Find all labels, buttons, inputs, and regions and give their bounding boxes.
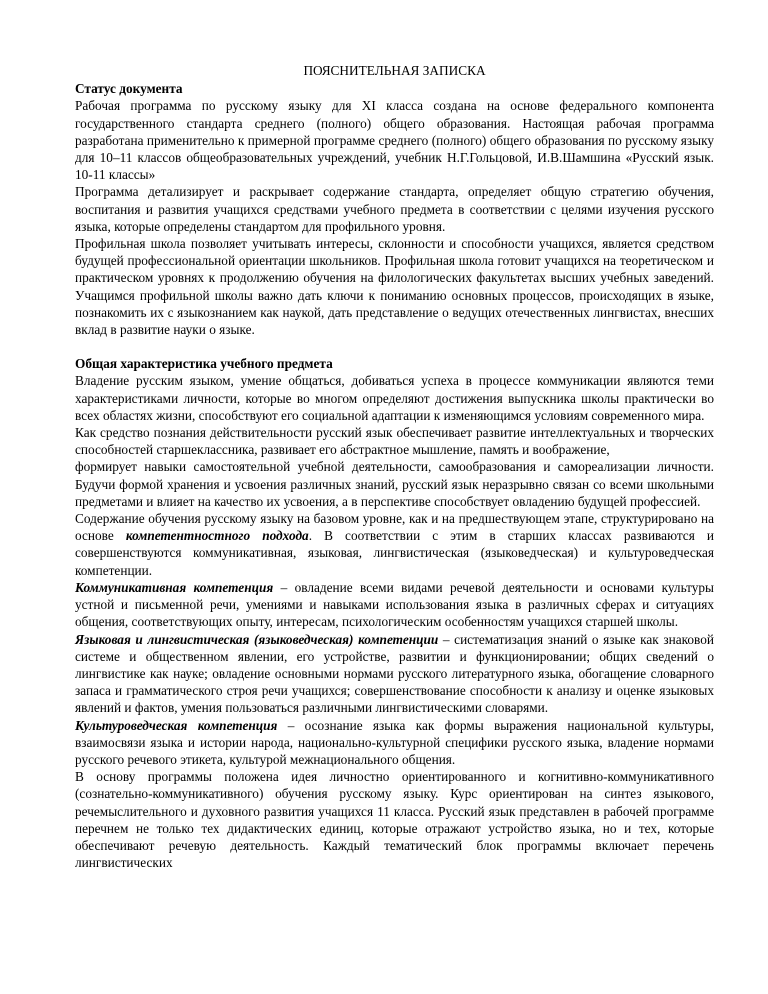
paragraph-text: – систематизация знаний о языке как знаковой системе и общественном явлении, его устройстве, развитии и функционировании; общих сведений о лингвистике как науке; овладение основными нормами русского литературного языка, обогащение словарного запаса и грамматического строя речи учащихся; совершенствование способности к анализу и оценке языковых явлений и фактов, умения пользоваться различными лингвистическими словарями. (75, 631, 714, 716)
paragraph (75, 631, 714, 717)
paragraph (75, 579, 714, 631)
paragraph-text: – осознание языка как формы выражения национальной культуры, взаимосвязи языка и истории народа, национально-культурной специфики русского языка, владение нормами русского речевого этикета, культурой межнационального общения. (75, 717, 714, 767)
paragraph: Программа детализирует и раскрывает содержание стандарта, определяет общую стратегию обучения, воспитания и развития учащихся средствами учебного предмета в соответствии с целями изучения русского языка, которые определены стандартом для профильного уровня. (75, 184, 714, 234)
paragraph (75, 510, 714, 579)
paragraph: Как средство познания действительности русский язык обеспечивает развитие интеллектуальных и творческих способностей старшеклассника, развивает его абстрактное мышление, память и воображение, (75, 425, 714, 458)
paragraph (75, 717, 714, 769)
paragraph-text: – овладение всеми видами речевой деятельности и основами культуры устной и письменной речи, умениями и навыками использования языка в различных сферах и ситуациях общения, соответствующих опыту, интересам, психологическим особенностям учащихся старшей школы. (75, 579, 714, 630)
term-cultural: Культуроведческая компетенция (75, 717, 278, 733)
paragraph: В основу программы положена идея личностно ориентированного и когнитивно-коммуникативного (сознательно-коммуникативного) обучения русскому языку. Курс ориентирован на синтез языкового, речемыслительного и духовного развития учащихся 11 класса. Русский язык представлен в рабочей программе перечнем не только тех дидактических единиц, которые отражают устройство языка, но и тех, которые обеспечивают речевую деятельность. Каждый тематический блок программы включает перечень лингвистических (75, 769, 714, 871)
emphasis-term: компетентностного подхода (125, 528, 309, 544)
paragraph: Владение русским языком, умение общаться, добиваться успеха в процессе коммуникации являются теми характеристиками личности, которые во многом определяют достижения выпускника школы практически во всех областях жизни, способствуют его социальной адаптации к изменяющимся условиям современного мира. (75, 373, 714, 423)
paragraph: Профильная школа позволяет учитывать интересы, склонности и способности учащихся, является средством будущей профессиональной ориентации школьников. Профильная школа готовит учащихся на теоретическом и практическом уровнях к продолжению обучения на филологических факультетах высших учебных заведений. Учащимся профильной школы важно дать ключи к пониманию основных процессов, происходящих в языке, познакомить их с языкознанием как наукой, дать представление о ведущих отечественных лингвистах, внесших вклад в развитие науки о языке. (75, 236, 714, 338)
paragraph: формирует навыки самостоятельной учебной деятельности, самообразования и самореализации личности. Будучи формой хранения и усвоения различных знаний, русский язык неразрывно связан со всеми школьными предметами и влияет на качество их усвоения, а в перспективе способствует овладению будущей профессией. (75, 459, 714, 509)
spacer (75, 338, 714, 355)
paragraph: Рабочая программа по русскому языку для XI класса создана на основе федерального компонента государственного стандарта среднего (полного) общего образования. Настоящая рабочая программа разработана применительно к примерной программе среднего (полного) общего образования по русскому языку для 10–11 классов общеобразовательных учреждений, учебник Н.Г.Гольцовой, И.В.Шамшина «Русский язык. 10-11 классы» (75, 98, 714, 183)
term-linguistic: Языковая и лингвистическая (языковедческая) компетенции (75, 631, 439, 647)
section-heading-status: Статус документа (75, 81, 183, 97)
paragraph-text: . В соответствии с этим в старших классах развиваются и совершенствуются коммуникативная, языковая, лингвистическая (языковедческая) и культуроведческая компетенции. (75, 528, 715, 578)
page-title: ПОЯСНИТЕЛЬНАЯ ЗАПИСКА (303, 63, 486, 78)
paragraph-text: Содержание обучения русскому языку на базовом уровне, как и на предшествующем этапе, структурировано на основе (75, 511, 714, 544)
term-communicative: Коммуникативная компетенция (75, 579, 274, 595)
section-heading-characteristics: Общая характеристика учебного предмета (75, 356, 333, 372)
